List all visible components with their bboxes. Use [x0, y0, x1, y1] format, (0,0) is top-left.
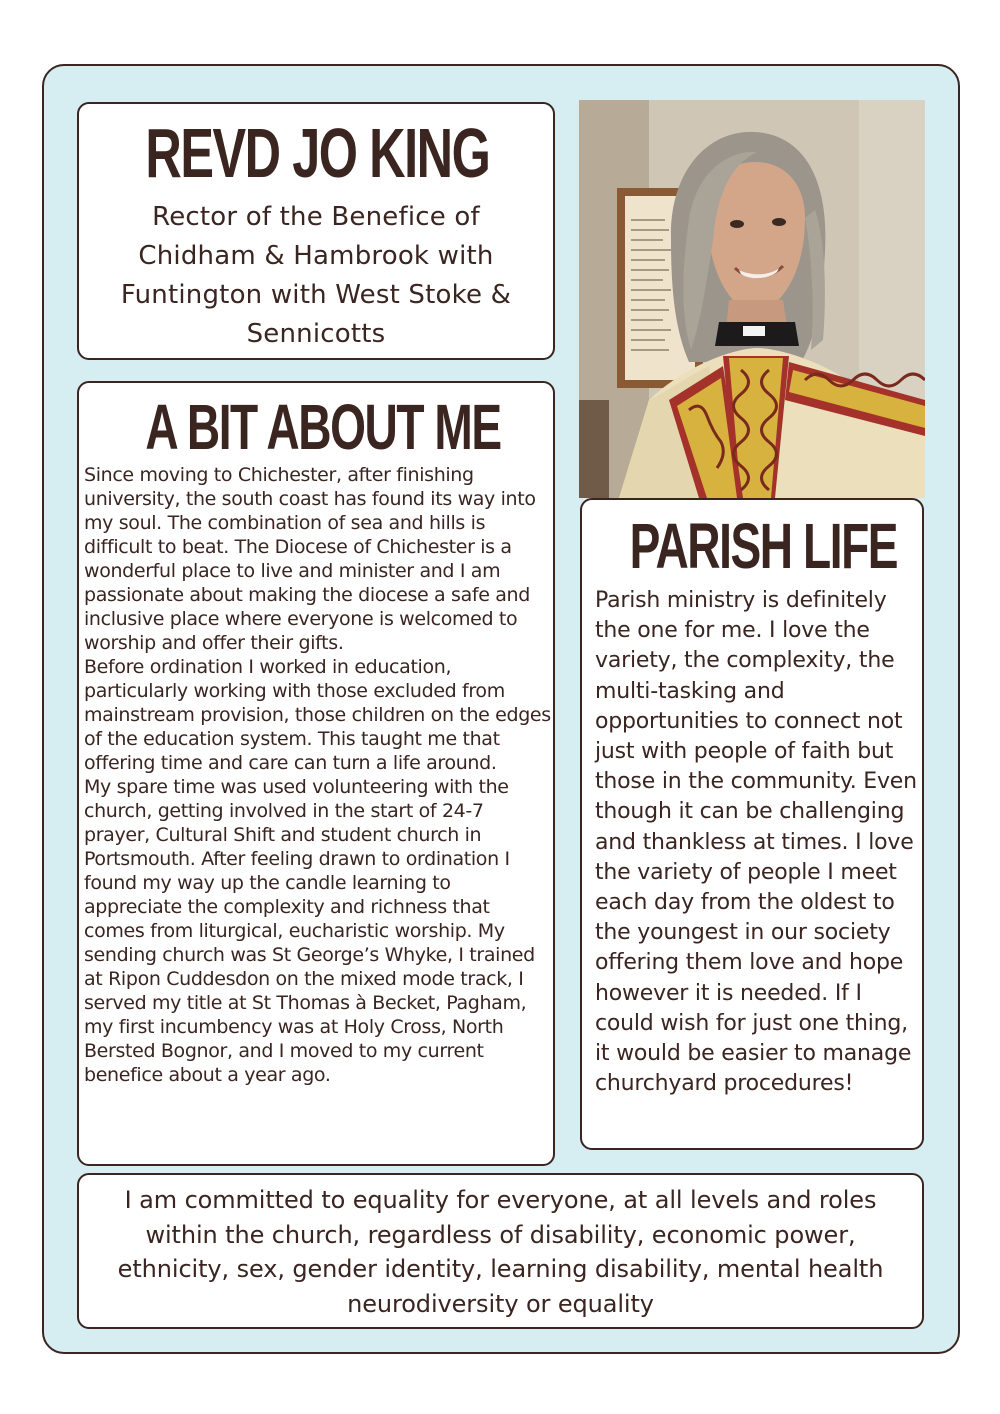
parish-card [580, 498, 924, 1150]
portrait-illustration [579, 100, 925, 498]
person-role: Rector of the Benefice of Chidham & Hambrook with Funtington with West Stoke & Sennicotts [120, 202, 512, 349]
person-name: REVD JO KING [145, 114, 490, 192]
about-body [84, 463, 554, 1087]
parish-body: Parish ministry is definitely the one for me. I love the variety, the complexity, the multi-tasking and opportunities to connect not just with people of faith but those in the community. Even though it can be challenging and thankless at times. I love the variety of people I meet each day from the oldest to the youngest in our society offering them love and hope however it is needed. If I could wish for just one thing, it would be easier to manage churchyard procedures! [595, 588, 917, 1097]
about-paragraph-1: Since moving to Chichester, after finishing university, the south coast has found its way into my soul. The combination of sea and hills is difficult to beat. The Diocese of Chichester is a wonderful place to live and minister and I am passionate about making the diocese a safe and inclusive place where everyone is welcomed to worship and offer their gifts. [84, 464, 536, 654]
equality-statement-card [77, 1173, 924, 1329]
about-paragraph-3: My spare time was used volunteering with the church, getting involved in the start of 24-7 prayer, Cultural Shift and student church in Portsmouth. After feeling drawn to ordination I found my way up the candle learning to appreciate the complexity and richness that comes from liturgical, eucharistic worship. My sending church was St George’s Whyke, I trained at Ripon Cuddesdon on the mixed mode track, I served my title at St Thomas à Becket, Pagham, my first incumbency was at Holy Cross, North Bersted Bognor, and I moved to my current benefice about a year ago. [84, 776, 535, 1086]
about-paragraph-2: Before ordination I worked in education, particularly working with those excluded from mainstream provision, those children on the edges of the education system. This taught me that offering time and care can turn a life around. [84, 656, 551, 774]
portrait-photo [579, 100, 925, 498]
equality-statement: I am committed to equality for everyone, at all levels and roles within the church, regardless of disability, economic power, ethnicity, sex, gender identity, learning disability, mental health neurodiversity or equality [117, 1186, 884, 1318]
about-card [77, 381, 555, 1166]
about-heading: A BIT ABOUT ME [145, 391, 501, 463]
name-card [77, 102, 555, 360]
parish-heading: PARISH LIFE [629, 510, 898, 582]
